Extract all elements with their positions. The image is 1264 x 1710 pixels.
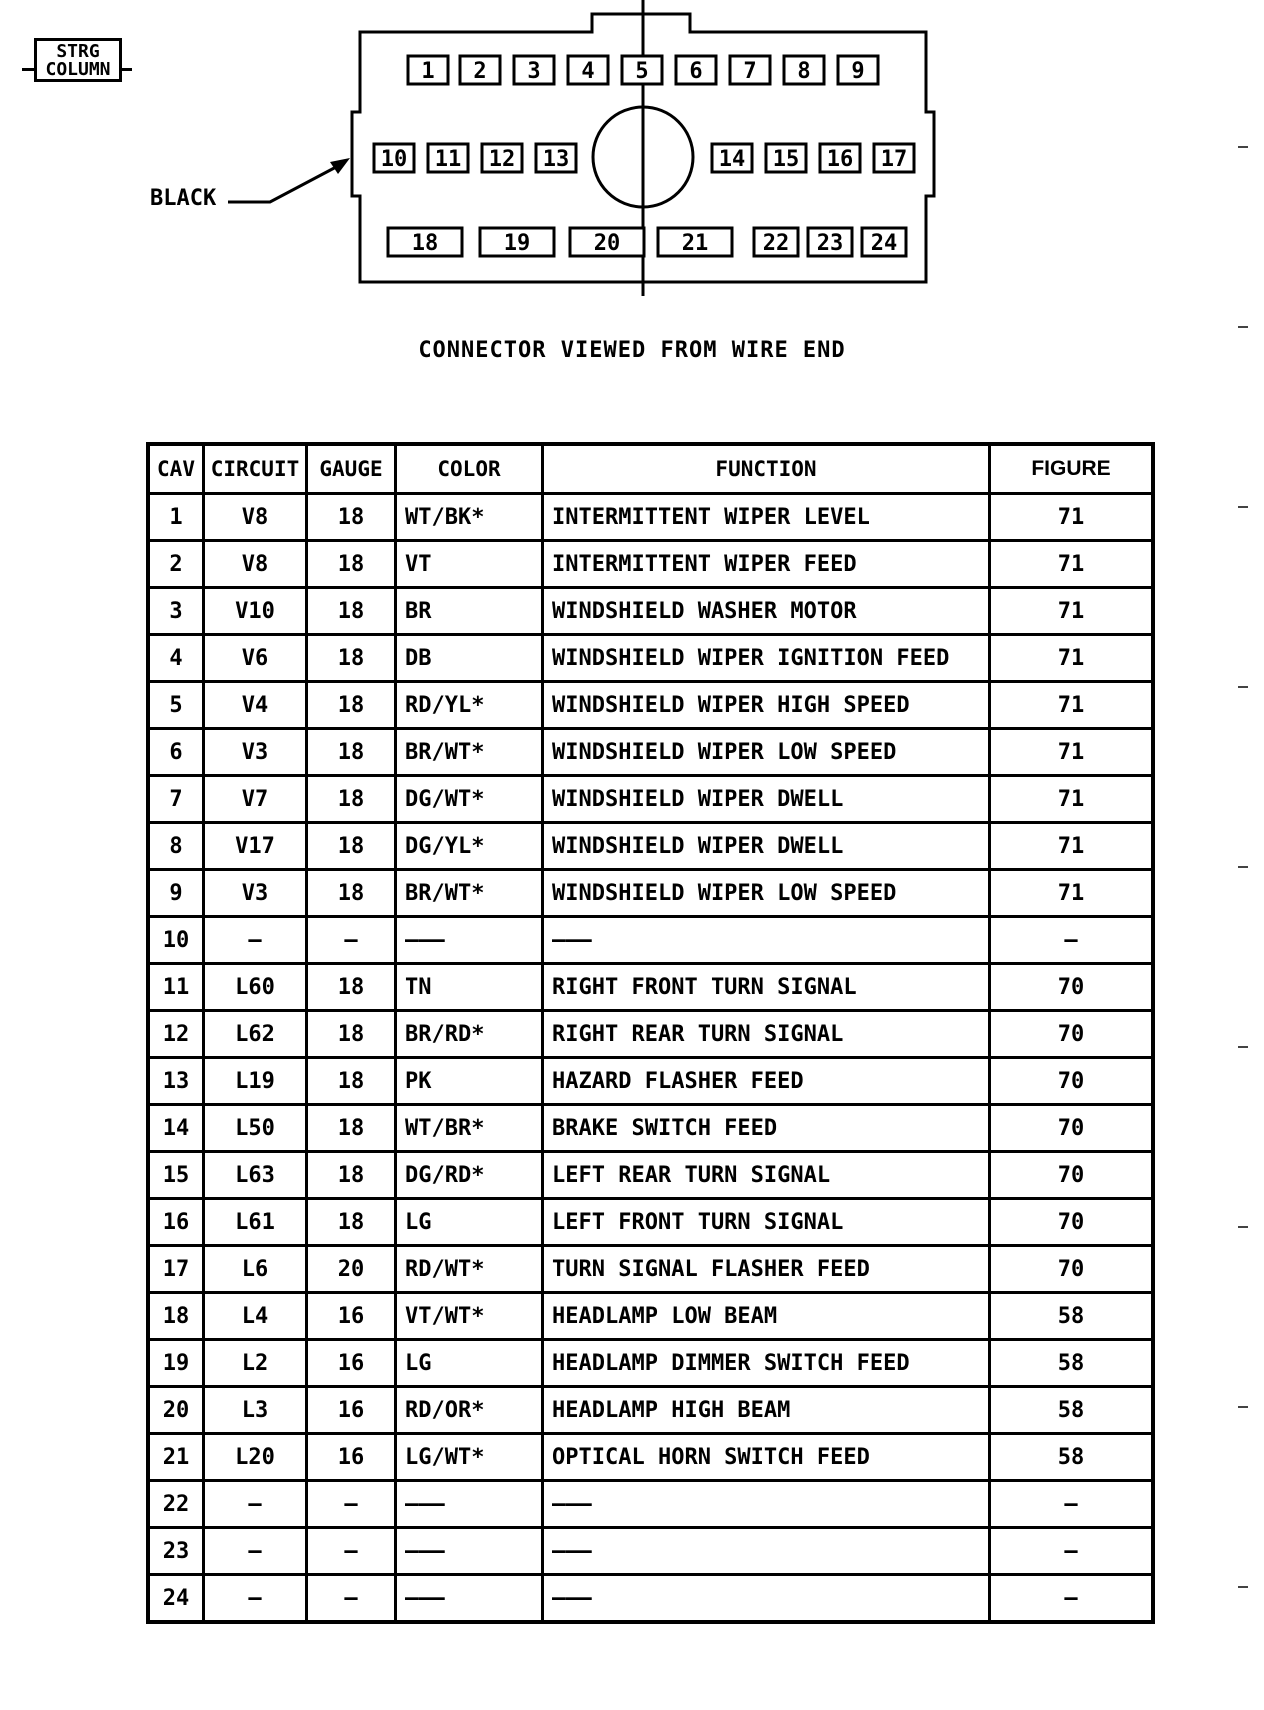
- cell-circuit: —: [204, 1528, 307, 1575]
- cavity-3: [514, 56, 554, 84]
- cell-color: VT/WT*: [396, 1293, 543, 1340]
- cavity-number: 14: [718, 147, 746, 172]
- cavity-7: [730, 56, 770, 84]
- cell-circuit: V8: [204, 494, 307, 541]
- margin-tick: [1238, 1586, 1248, 1588]
- cell-circuit: L62: [204, 1011, 307, 1058]
- cell-function: LEFT FRONT TURN SIGNAL: [543, 1199, 990, 1246]
- table-row: [148, 964, 1153, 1011]
- cavity-21: [658, 228, 732, 256]
- cell-circuit: L2: [204, 1340, 307, 1387]
- cell-gauge: —: [307, 1575, 396, 1623]
- margin-tick: [1238, 506, 1248, 508]
- cell-cav: 1: [148, 494, 204, 541]
- cell-color: LG: [396, 1199, 543, 1246]
- cavity-number: 4: [581, 59, 595, 84]
- table-row: [148, 1199, 1153, 1246]
- cell-gauge: 18: [307, 494, 396, 541]
- table-row: [148, 1058, 1153, 1105]
- cell-figure: 71: [990, 682, 1154, 729]
- cell-circuit: V6: [204, 635, 307, 682]
- cell-figure: 58: [990, 1387, 1154, 1434]
- cell-cav: 5: [148, 682, 204, 729]
- cell-cav: 22: [148, 1481, 204, 1528]
- cell-gauge: 16: [307, 1293, 396, 1340]
- cell-function: RIGHT FRONT TURN SIGNAL: [543, 964, 990, 1011]
- cell-function: WINDSHIELD WIPER DWELL: [543, 776, 990, 823]
- cell-circuit: L50: [204, 1105, 307, 1152]
- cell-figure: 58: [990, 1293, 1154, 1340]
- cell-cav: 24: [148, 1575, 204, 1623]
- cell-cav: 14: [148, 1105, 204, 1152]
- cavity-20: [570, 228, 644, 256]
- cell-circuit: L3: [204, 1387, 307, 1434]
- cavity-23: [808, 228, 852, 256]
- cavity-19: [480, 228, 554, 256]
- cavity-14: [712, 144, 752, 172]
- cell-figure: 70: [990, 964, 1154, 1011]
- cell-figure: 58: [990, 1434, 1154, 1481]
- cavity-16: [820, 144, 860, 172]
- cell-circuit: —: [204, 1575, 307, 1623]
- cell-figure: 71: [990, 729, 1154, 776]
- cavity-number: 3: [527, 59, 541, 84]
- cavity-4: [568, 56, 608, 84]
- header-cav: CAV: [148, 444, 204, 494]
- table-row: [148, 1293, 1153, 1340]
- table-row: [148, 1340, 1153, 1387]
- cavity-18: [388, 228, 462, 256]
- table-row: [148, 1575, 1153, 1623]
- tag-line-1: STRG: [56, 41, 100, 62]
- cell-figure: —: [990, 917, 1154, 964]
- cell-color: LG/WT*: [396, 1434, 543, 1481]
- cell-color: RD/WT*: [396, 1246, 543, 1293]
- cell-figure: —: [990, 1528, 1154, 1575]
- header-circuit: CIRCUIT: [204, 444, 307, 494]
- cell-function: INTERMITTENT WIPER LEVEL: [543, 494, 990, 541]
- cell-cav: 4: [148, 635, 204, 682]
- margin-tick: [1238, 1046, 1248, 1048]
- cell-circuit: V4: [204, 682, 307, 729]
- cell-gauge: 16: [307, 1434, 396, 1481]
- table-row: [148, 588, 1153, 635]
- cavity-17: [874, 144, 914, 172]
- cell-circuit: V17: [204, 823, 307, 870]
- cell-cav: 9: [148, 870, 204, 917]
- cell-cav: 15: [148, 1152, 204, 1199]
- cell-function: ———: [543, 1528, 990, 1575]
- cavity-2: [460, 56, 500, 84]
- cavity-number: 11: [434, 147, 462, 172]
- cell-gauge: 18: [307, 1105, 396, 1152]
- cell-cav: 16: [148, 1199, 204, 1246]
- cavity-22: [754, 228, 798, 256]
- cavity-number: 10: [380, 147, 408, 172]
- cell-function: ———: [543, 1575, 990, 1623]
- table-row: [148, 870, 1153, 917]
- cavity-5: [622, 56, 662, 84]
- table-row: [148, 1246, 1153, 1293]
- cell-color: BR/WT*: [396, 729, 543, 776]
- table-row: [148, 1152, 1153, 1199]
- cell-figure: 71: [990, 635, 1154, 682]
- cell-color: DG/WT*: [396, 776, 543, 823]
- cavity-number: 19: [503, 231, 531, 256]
- table-row: [148, 917, 1153, 964]
- cavity-number: 20: [593, 231, 621, 256]
- cavity-number: 9: [851, 59, 865, 84]
- cell-cav: 21: [148, 1434, 204, 1481]
- margin-tick: [1238, 866, 1248, 868]
- cell-cav: 18: [148, 1293, 204, 1340]
- cell-function: WINDSHIELD WIPER HIGH SPEED: [543, 682, 990, 729]
- header-function: FUNCTION: [543, 444, 990, 494]
- cell-color: ———: [396, 917, 543, 964]
- cell-figure: 58: [990, 1340, 1154, 1387]
- header-color: COLOR: [396, 444, 543, 494]
- cavity-15: [766, 144, 806, 172]
- cell-cav: 13: [148, 1058, 204, 1105]
- cell-function: HEADLAMP HIGH BEAM: [543, 1387, 990, 1434]
- cell-figure: 70: [990, 1105, 1154, 1152]
- cell-gauge: —: [307, 1528, 396, 1575]
- table-row: [148, 1481, 1153, 1528]
- black-label: BLACK: [150, 186, 217, 211]
- table-row: [148, 635, 1153, 682]
- cavity-number: 8: [797, 59, 811, 84]
- table-row: [148, 776, 1153, 823]
- cell-function: BRAKE SWITCH FEED: [543, 1105, 990, 1152]
- cavity-number: 22: [762, 231, 790, 256]
- cell-figure: 70: [990, 1152, 1154, 1199]
- cell-gauge: —: [307, 917, 396, 964]
- cell-function: WINDSHIELD WIPER DWELL: [543, 823, 990, 870]
- cell-figure: 71: [990, 776, 1154, 823]
- margin-tick: [1238, 1226, 1248, 1228]
- cavity-8: [784, 56, 824, 84]
- cell-function: HEADLAMP DIMMER SWITCH FEED: [543, 1340, 990, 1387]
- cell-circuit: V7: [204, 776, 307, 823]
- cell-function: RIGHT REAR TURN SIGNAL: [543, 1011, 990, 1058]
- cell-circuit: —: [204, 917, 307, 964]
- table-header-row: [148, 444, 1153, 494]
- cell-gauge: 18: [307, 729, 396, 776]
- cavity-number: 2: [473, 59, 487, 84]
- cell-function: WINDSHIELD WIPER LOW SPEED: [543, 870, 990, 917]
- cell-function: ———: [543, 1481, 990, 1528]
- tag-line-2: COLUMN: [45, 59, 111, 80]
- cell-color: PK: [396, 1058, 543, 1105]
- black-arrow-line: [228, 166, 338, 202]
- cell-circuit: L63: [204, 1152, 307, 1199]
- cell-gauge: 20: [307, 1246, 396, 1293]
- cavity-number: 12: [488, 147, 516, 172]
- cell-circuit: V3: [204, 729, 307, 776]
- cell-function: OPTICAL HORN SWITCH FEED: [543, 1434, 990, 1481]
- cell-cav: 12: [148, 1011, 204, 1058]
- cell-function: LEFT REAR TURN SIGNAL: [543, 1152, 990, 1199]
- cell-function: ———: [543, 917, 990, 964]
- cell-gauge: 18: [307, 1011, 396, 1058]
- cell-cav: 17: [148, 1246, 204, 1293]
- cell-figure: 70: [990, 1199, 1154, 1246]
- cavity-number: 24: [870, 231, 898, 256]
- cell-figure: 71: [990, 823, 1154, 870]
- margin-tick: [1238, 686, 1248, 688]
- cell-figure: 71: [990, 494, 1154, 541]
- cell-function: HEADLAMP LOW BEAM: [543, 1293, 990, 1340]
- cavity-24: [862, 228, 906, 256]
- cell-circuit: L4: [204, 1293, 307, 1340]
- header-gauge: GAUGE: [307, 444, 396, 494]
- cavity-10: [374, 144, 414, 172]
- cell-function: TURN SIGNAL FLASHER FEED: [543, 1246, 990, 1293]
- cell-gauge: 18: [307, 1058, 396, 1105]
- cell-circuit: L60: [204, 964, 307, 1011]
- cell-cav: 23: [148, 1528, 204, 1575]
- cell-cav: 10: [148, 917, 204, 964]
- cell-function: WINDSHIELD WASHER MOTOR: [543, 588, 990, 635]
- cell-figure: 70: [990, 1011, 1154, 1058]
- cell-color: LG: [396, 1340, 543, 1387]
- pinout-table: [146, 442, 1155, 1624]
- table-row: [148, 541, 1153, 588]
- cell-color: BR/RD*: [396, 1011, 543, 1058]
- cell-circuit: V8: [204, 541, 307, 588]
- cell-circuit: V3: [204, 870, 307, 917]
- cavity-number: 7: [743, 59, 757, 84]
- cell-color: TN: [396, 964, 543, 1011]
- connector-diagram: [0, 0, 1264, 300]
- cell-circuit: L19: [204, 1058, 307, 1105]
- black-arrow-head: [330, 158, 350, 174]
- cavity-number: 6: [689, 59, 703, 84]
- cell-color: RD/OR*: [396, 1387, 543, 1434]
- cell-color: BR/WT*: [396, 870, 543, 917]
- cell-gauge: 16: [307, 1387, 396, 1434]
- header-figure: FIGURE: [990, 444, 1154, 494]
- cavity-number: 1: [421, 59, 435, 84]
- cell-color: WT/BK*: [396, 494, 543, 541]
- table-row: [148, 1434, 1153, 1481]
- table-row: [148, 1105, 1153, 1152]
- cell-color: RD/YL*: [396, 682, 543, 729]
- cell-gauge: 18: [307, 1199, 396, 1246]
- cavity-number: 23: [816, 231, 844, 256]
- cell-gauge: —: [307, 1481, 396, 1528]
- cell-gauge: 18: [307, 588, 396, 635]
- cavity-number: 13: [542, 147, 570, 172]
- cavity-13: [536, 144, 576, 172]
- cell-figure: —: [990, 1481, 1154, 1528]
- cell-cav: 20: [148, 1387, 204, 1434]
- cell-function: WINDSHIELD WIPER IGNITION FEED: [543, 635, 990, 682]
- cell-gauge: 18: [307, 541, 396, 588]
- cell-figure: —: [990, 1575, 1154, 1623]
- table-row: [148, 1387, 1153, 1434]
- cavity-number: 18: [411, 231, 439, 256]
- cell-gauge: 18: [307, 1152, 396, 1199]
- cavity-number: 21: [681, 231, 709, 256]
- cell-gauge: 18: [307, 776, 396, 823]
- cell-cav: 3: [148, 588, 204, 635]
- cavity-number: 5: [635, 59, 649, 84]
- cell-figure: 71: [990, 588, 1154, 635]
- cavity-12: [482, 144, 522, 172]
- cell-color: ———: [396, 1575, 543, 1623]
- cell-cav: 19: [148, 1340, 204, 1387]
- cavity-9: [838, 56, 878, 84]
- cell-cav: 11: [148, 964, 204, 1011]
- cell-cav: 2: [148, 541, 204, 588]
- table-row: [148, 682, 1153, 729]
- cell-circuit: V10: [204, 588, 307, 635]
- cell-figure: 71: [990, 541, 1154, 588]
- cell-circuit: L61: [204, 1199, 307, 1246]
- table-row: [148, 729, 1153, 776]
- cell-color: DG/RD*: [396, 1152, 543, 1199]
- cell-gauge: 16: [307, 1340, 396, 1387]
- cell-gauge: 18: [307, 870, 396, 917]
- cell-function: WINDSHIELD WIPER LOW SPEED: [543, 729, 990, 776]
- cell-color: VT: [396, 541, 543, 588]
- table-row: [148, 823, 1153, 870]
- cell-color: BR: [396, 588, 543, 635]
- cell-cav: 8: [148, 823, 204, 870]
- cell-color: WT/BR*: [396, 1105, 543, 1152]
- margin-tick: [1238, 146, 1248, 148]
- cell-circuit: —: [204, 1481, 307, 1528]
- cell-gauge: 18: [307, 964, 396, 1011]
- cell-figure: 70: [990, 1246, 1154, 1293]
- cell-figure: 70: [990, 1058, 1154, 1105]
- table-row: [148, 1011, 1153, 1058]
- cell-gauge: 18: [307, 823, 396, 870]
- margin-tick: [1238, 326, 1248, 328]
- cavity-number: 16: [826, 147, 854, 172]
- cell-color: ———: [396, 1528, 543, 1575]
- cell-figure: 71: [990, 870, 1154, 917]
- cavity-number: 15: [772, 147, 800, 172]
- cavity-6: [676, 56, 716, 84]
- cell-function: HAZARD FLASHER FEED: [543, 1058, 990, 1105]
- cell-color: ———: [396, 1481, 543, 1528]
- cell-circuit: L6: [204, 1246, 307, 1293]
- cavity-11: [428, 144, 468, 172]
- cell-color: DG/YL*: [396, 823, 543, 870]
- table-row: [148, 1528, 1153, 1575]
- cell-cav: 6: [148, 729, 204, 776]
- margin-tick: [1238, 1406, 1248, 1408]
- cell-color: DB: [396, 635, 543, 682]
- connector-caption: CONNECTOR VIEWED FROM WIRE END: [418, 338, 846, 363]
- cell-gauge: 18: [307, 635, 396, 682]
- cell-circuit: L20: [204, 1434, 307, 1481]
- cavity-1: [408, 56, 448, 84]
- cavity-number: 17: [880, 147, 908, 172]
- cell-gauge: 18: [307, 682, 396, 729]
- cell-cav: 7: [148, 776, 204, 823]
- cell-function: INTERMITTENT WIPER FEED: [543, 541, 990, 588]
- table-row: [148, 494, 1153, 541]
